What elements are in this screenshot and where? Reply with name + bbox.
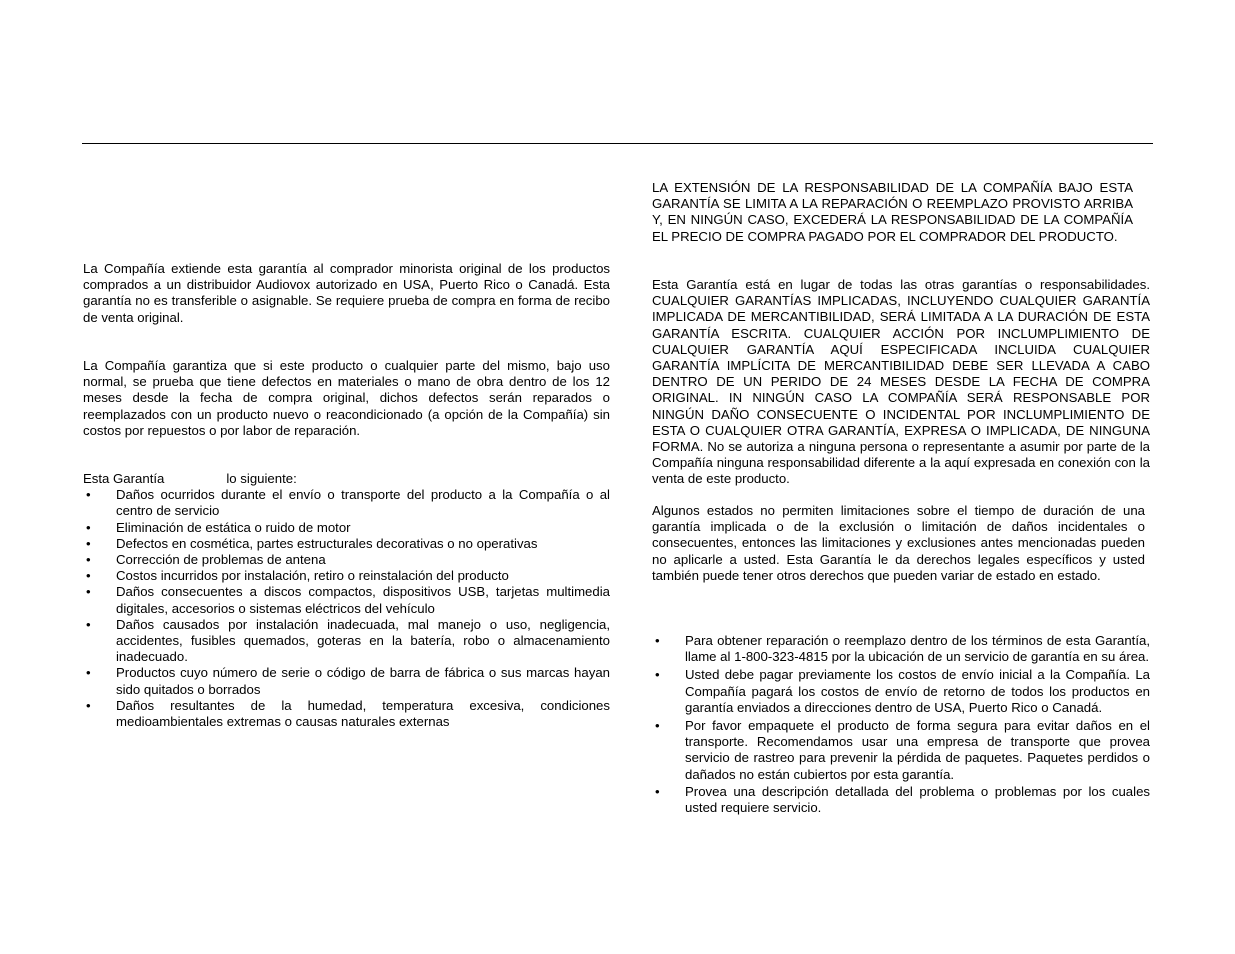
- left-para-coverage: [83, 261, 610, 326]
- implied-warranty-text: Esta Garantía está en lugar de todas las otras garantías o responsabilidades. CUALQUIER GARANTÍAS IMPLICADAS, INCLUYENDO CUALQUIER GARANTÍA IMPLICADA DE MERCANTIBILIDAD, SERÁ LIMITADA A LA DURACIÓN DE ESTA GARANTÍA ESCRITA. CUALQUIER ACCIÓN POR INCLUMPLIMIENTO DE CUALQUIER GARANTÍA AQUÍ ESPECIFICADA INCLUIDA CUALQUIER GARANTÍA IMPLÍCITA DE MERCANTIBILIDAD DEBE SER LLEVADA A CABO DENTRO DE UN PERIDO DE 24 MESES DESDE LA FECHA DE COMPRA ORIGINAL. IN NINGÚN CASO LA COMPAÑÍA SERÁ RESPONSABLE POR NINGÚN DAÑO CONSECUENTE O INCIDENTAL POR INCLUMPLIMIENTO DE ESTA O CUALQUIER OTRA GARANTÍA, EXPRESA O IMPLICADA, DE NINGUNA FORMA. No se autoriza a ninguna persona o representante a asumir por parte de la Compañía ninguna responsabilidad diferente a la aquí expresada en conexión con la venta de este producto.: [652, 277, 1150, 487]
- list-item: • Para obtener reparación o reemplazo dentro de los términos de esta Garantía, llame al 1-800-323-4815 por la ubicación de un servicio de garantía en su área.: [652, 633, 1150, 665]
- right-para-implied: [652, 277, 1150, 488]
- list-item: • Daños causados por instalación inadecuada, mal manejo o uso, negligencia, accidentes, fusibles quemados, goteras en la batería, robo o almacenamiento inadecuado.: [83, 617, 610, 666]
- list-item: • Usted debe pagar previamente los costos de envío inicial a la Compañía. La Compañía pagará los costos de envío de retorno de todos los productos en garantía enviados a direcciones dentro de USA, Puerto Rico o Canadá.: [652, 667, 1150, 716]
- right-para-liability: [652, 180, 1133, 245]
- state-rights-text: Algunos estados no permiten limitaciones sobre el tiempo de duración de una garantía implicada o de la exclusión o limitación de daños incidentales o consecuentes, entonces las limitaciones y exclusiones antes mencionadas pueden no aplicarle a usted. Esta Garantía le da derechos legales específicos y usted también puede tener otros derechos que pueden variar de estado en estado.: [652, 503, 1145, 583]
- left-para-warranty-terms: [83, 358, 610, 439]
- list-item: • Corrección de problemas de antena: [83, 552, 610, 568]
- right-para-states: [652, 503, 1145, 584]
- exclusions-intro-b: lo siguiente:: [226, 471, 297, 486]
- list-item: • Defectos en cosmética, partes estructurales decorativas o no operativas: [83, 536, 610, 552]
- list-item: • Costos incurridos por instalación, retiro o reinstalación del producto: [83, 568, 610, 584]
- exclusions-list: [83, 487, 610, 730]
- liability-text: LA EXTENSIÓN DE LA RESPONSABILIDAD DE LA COMPAÑÍA BAJO ESTA GARANTÍA SE LIMITA A LA REPARACIÓN O REEMPLAZO PROVISTO ARRIBA Y, EN NINGÚN CASO, EXCEDERÁ LA RESPONSABILIDAD DE LA COMPAÑÍA EL PRECIO DE COMPRA PAGADO POR EL COMPRADOR DEL PRODUCTO.: [652, 180, 1133, 244]
- list-item: • Daños ocurridos durante el envío o transporte del producto a la Compañía o al centro de servicio: [83, 487, 610, 519]
- list-item: • Eliminación de estática o ruido de motor: [83, 520, 610, 536]
- list-item: • Provea una descripción detallada del problema o problemas por los cuales usted requiere servicio.: [652, 784, 1150, 816]
- left-exclusions: [83, 471, 610, 730]
- header-rule: [82, 143, 1153, 144]
- list-item: • Por favor empaquete el producto de forma segura para evitar daños en el transporte. Recomendamos usar una empresa de transporte que provea servicio de rastreo para prevenir la pérdida de paquetes. Paquetes perdidos o dañados no están cubiertos por esta garantía.: [652, 718, 1150, 783]
- right-service-steps: [652, 633, 1150, 816]
- list-item: • Daños consecuentes a discos compactos, dispositivos USB, tarjetas multimedia digitales, accesorios o sistemas eléctricos del vehículo: [83, 584, 610, 616]
- exclusions-intro: [83, 471, 610, 487]
- exclusions-intro-a: Esta Garantía: [83, 471, 165, 486]
- list-item: • Productos cuyo número de serie o código de barra de fábrica o sus marcas hayan sido quitados o borrados: [83, 665, 610, 697]
- coverage-text: La Compañía extiende esta garantía al comprador minorista original de los productos comprados a un distribuidor Audiovox autorizado en USA, Puerto Rico o Canadá. Esta garantía no es transferible o asignable. Se requiere prueba de compra en forma de recibo de venta original.: [83, 261, 610, 325]
- warranty-terms-text: La Compañía garantiza que si este producto o cualquier parte del mismo, bajo uso normal, se prueba que tiene defectos en materiales o mano de obra dentro de los 12 meses desde la fecha de compra original, dichos defectos serán reparados o reemplazados con un producto nuevo o reacondicionado (a opción de la Compañía) sin costos por repuestos o por labor de reparación.: [83, 358, 610, 438]
- list-item: • Daños resultantes de la humedad, temperatura excesiva, condiciones medioambientales extremas o causas naturales externas: [83, 698, 610, 730]
- service-list: [652, 633, 1150, 816]
